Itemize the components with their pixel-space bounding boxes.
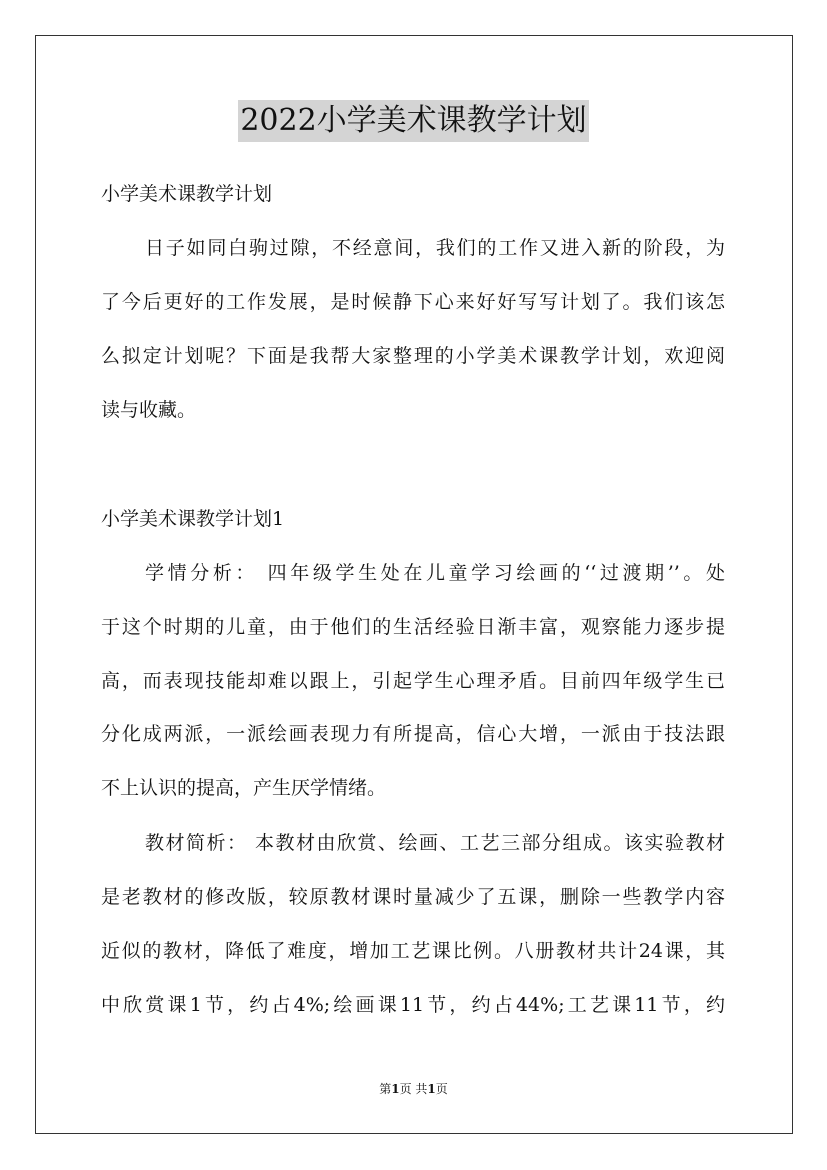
paragraph-line: 分化成两派，一派绘画表现力有所提高，信心大增，一派由于技法跟 [101, 723, 725, 745]
title-container [0, 100, 827, 142]
paragraph-line: 了今后更好的工作发展，是时候静下心来好好写写计划了。我们该怎 [101, 291, 725, 313]
paragraph-line: 于这个时期的儿童，由于他们的生活经验日渐丰富，观察能力逐步提 [101, 616, 725, 638]
footer-suffix: 页 [435, 1082, 448, 1096]
footer-prefix: 第 [379, 1082, 392, 1096]
paragraph-line: 近似的教材，降低了难度，增加工艺课比例。八册教材共计24课，其 [101, 940, 725, 962]
paragraph-line: 中欣赏课1节，约占4%;绘画课11节，约占44%;工艺课11节，约 [101, 994, 725, 1016]
paragraph-line: 是老教材的修改版，较原教材课时量减少了五课，删除一些教学内容 [101, 886, 725, 908]
paragraph-line: 学情分析： 四年级学生处在儿童学习绘画的‘‘过渡期’’。处 [145, 562, 725, 584]
paragraph-line: 教材简析： 本教材由欣赏、绘画、工艺三部分组成。该实验教材 [145, 832, 725, 854]
page-footer [0, 1081, 827, 1097]
paragraph-line: 日子如同白驹过隙，不经意间，我们的工作又进入新的阶段，为 [145, 237, 725, 259]
paragraph-line: 读与收藏。 [101, 399, 197, 421]
section-heading: 小学美术课教学计划1 [101, 508, 285, 530]
paragraph-line: 不上认识的提高，产生厌学情绪。 [101, 777, 387, 799]
footer-page-total: 1 [427, 1082, 436, 1096]
paragraph-line: 么拟定计划呢？下面是我帮大家整理的小学美术课教学计划，欢迎阅 [101, 345, 725, 367]
footer-page-number: 1 [391, 1082, 400, 1096]
footer-middle: 页 共 [399, 1082, 428, 1096]
document-title: 2022小学美术课教学计划 [238, 100, 588, 142]
paragraph-line: 高，而表现技能却难以跟上，引起学生心理矛盾。目前四年级学生已 [101, 670, 725, 692]
section-heading: 小学美术课教学计划 [101, 183, 273, 205]
